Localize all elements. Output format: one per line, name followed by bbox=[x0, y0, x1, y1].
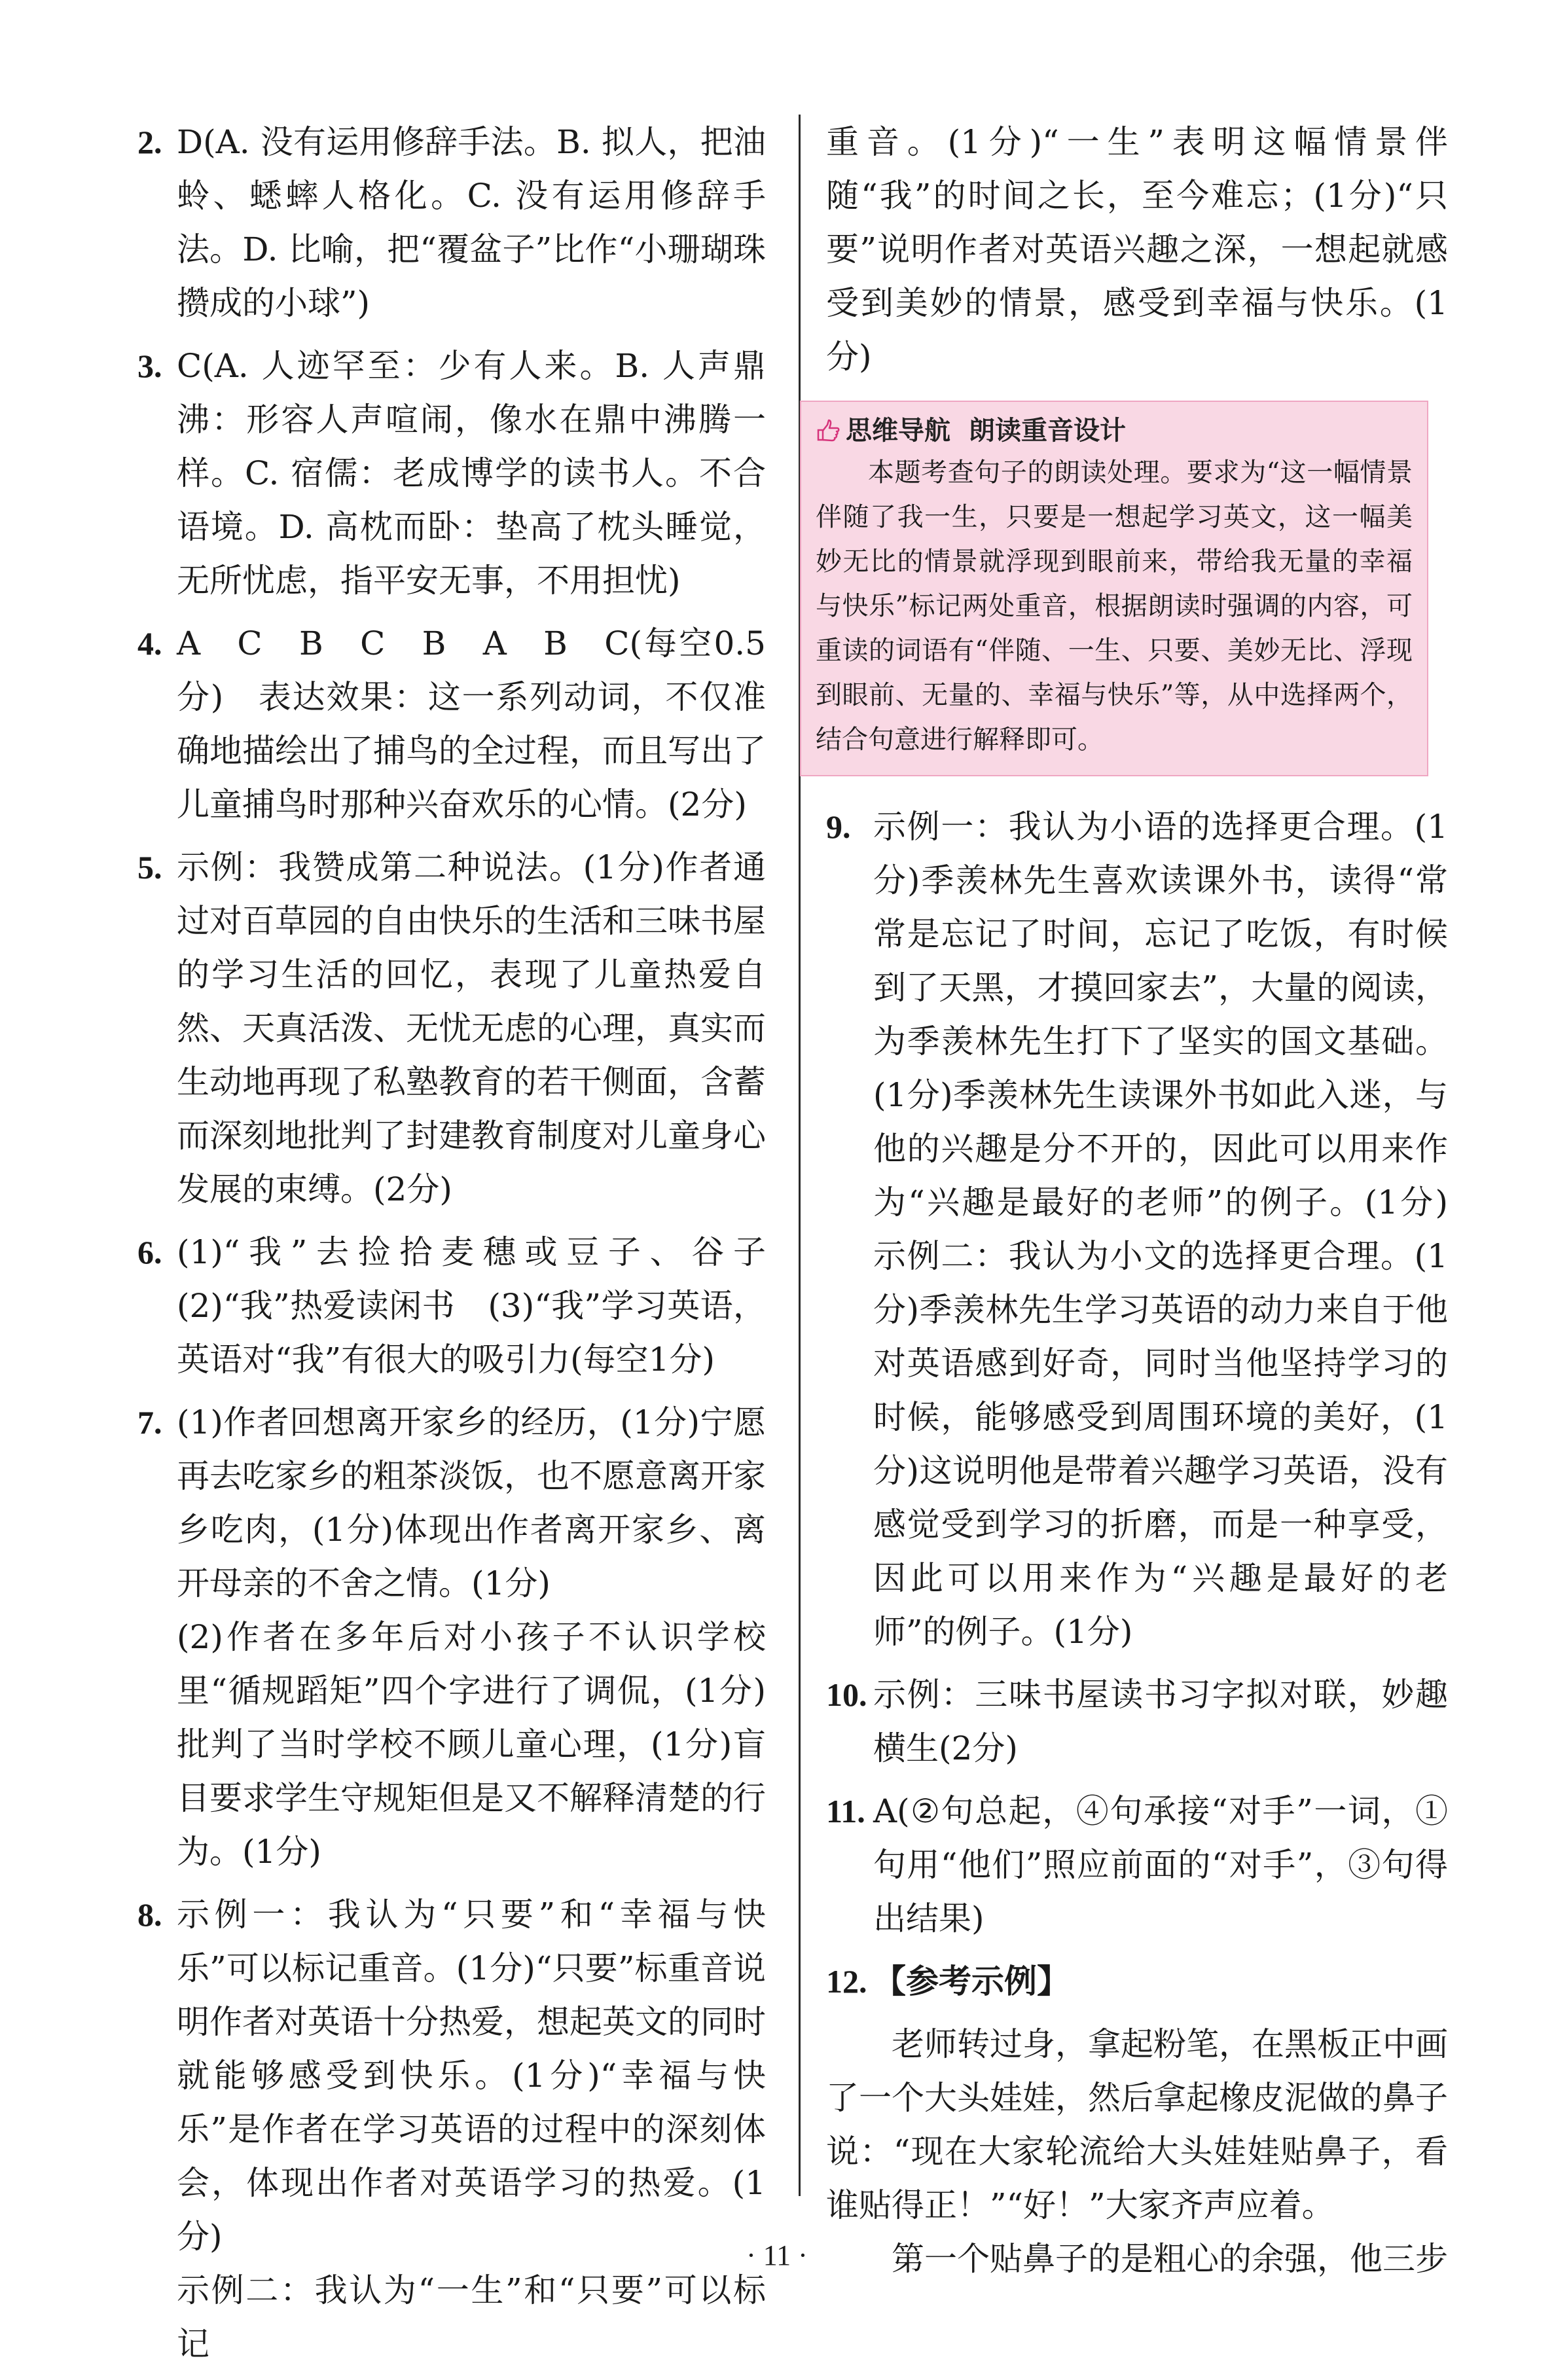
item-text: D(A. 没有运用修辞手法。B. 拟人，把油蛉、蟋蟀人格化。C. 没有运用修辞手法。D. 比喻，把“覆盆子”比作“小珊瑚珠攒成的小球”) bbox=[177, 123, 766, 322]
answer-item-7 bbox=[137, 1396, 766, 1879]
answer-item-2 bbox=[137, 115, 766, 330]
reference-example-heading: 【参考示例】 bbox=[873, 1962, 1070, 2000]
item-number: 12. bbox=[826, 1963, 867, 2000]
item-text: 示例一：我认为“只要”和“幸福与快乐”可以标记重音。(1分)“只要”标重音说明作者对英语十分热爱，想起英文的同时就能够感受到快乐。(1分)“幸福与快乐”是作者在学习英语的过程中的深刻体会，体现出作者对英语学习的热爱。(1分) bbox=[177, 1896, 766, 2256]
item-text: 示例一：我认为小语的选择更合理。(1分)季羡林先生喜欢读课外书，读得“常常是忘记了时间，忘记了吃饭，有时候到了天黑，才摸回家去”，大量的阅读，为季羡林先生打下了坚实的国文基础。(1分)季羡林先生读课外书如此入迷，与他的兴趣是分不开的，因此可以用来作为“兴趣是最好的老师”的例子。(1分) 示例二：我认为小文的选择更合理。(1分)季羡林先生学习英语的动力来自于他对英语感到好奇，同时当他坚持学习的时候，能够感受到周围环境的美好，(1分)这说明他是带着兴趣学习英语，没有感觉受到学习的折磨，而是一种享受，因此可以用来作为“兴趣是最好的老师”的例子。(1分) bbox=[873, 808, 1481, 1651]
item-text: (1)“我”去捡拾麦穗或豆子、谷子 (2)“我”热爱读闲书 (3)“我”学习英语，英语对“我”有很大的吸引力(每空1分) bbox=[177, 1233, 799, 1379]
answer-item-6 bbox=[137, 1225, 799, 1386]
item-number: 5. bbox=[137, 849, 162, 886]
tip-title: 朗读重音设计 bbox=[969, 416, 1126, 446]
item-text: (1)作者回想离开家乡的经历，(1分)宁愿再去吃家乡的粗茶淡饭，也不愿意离开家乡吃肉，(1分)体现出作者离开家乡、离开母亲的不舍之情。(1分) bbox=[177, 1403, 766, 1602]
item-text: 示例：三味书屋读书习字拟对联，妙趣横生(2分) bbox=[873, 1676, 1448, 1767]
answer-item-4 bbox=[137, 617, 766, 831]
item-text: C(A. 人迹罕至：少有人来。B. 人声鼎沸：形容人声喧闹，像水在鼎中沸腾一样。C. 宿儒：老成博学的读书人。不合语境。D. 高枕而卧：垫高了枕头睡觉，无所忧虑，指平安无事，不用担忧) bbox=[177, 347, 766, 600]
tip-body: 本题考查句子的朗读处理。要求为“这一幅情景伴随了我一生，只要是一想起学习英文，这一幅美妙无比的情景就浮现到眼前来，带给我无量的幸福与快乐”标记两处重音，根据朗读时强调的内容，可重读的词语有“伴随、一生、只要、美妙无比、浮现到眼前、无量的、幸福与快乐”等，从中选择两个，结合句意进行解释即可。 bbox=[816, 458, 1413, 755]
right-column bbox=[816, 115, 1481, 2303]
answer-item-12 bbox=[826, 1955, 1448, 2008]
answer-item-5 bbox=[137, 840, 766, 1216]
item-number: 6. bbox=[137, 1234, 162, 1271]
item-text: 示例二：我认为“一生”和“只要”可以标记 bbox=[177, 2271, 766, 2363]
item-number: 10. bbox=[826, 1676, 867, 1713]
answer-item-8 bbox=[137, 1888, 766, 2371]
item-text: 示例：我赞成第二种说法。(1分)作者通过对百草园的自由快乐的生活和三味书屋的学习生活的回忆，表现了儿童热爱自然、天真活泼、无忧无虑的心理，真实而生动地再现了私塾教育的若干侧面，含蓄而深刻地批判了封建教育制度对儿童身心发展的束缚。(2分) bbox=[177, 848, 766, 1208]
tip-label: 思维导航 bbox=[846, 416, 950, 446]
answer-item-3 bbox=[137, 339, 766, 607]
item-text: A(②句总起，④句承接“对手”一词，①句用“他们”照应前面的“对手”，③句得出结果) bbox=[873, 1792, 1448, 1938]
item-number: 7. bbox=[137, 1404, 162, 1441]
page-number: · 11 · bbox=[746, 2239, 808, 2271]
item-number: 3. bbox=[137, 348, 162, 384]
item-number: 8. bbox=[137, 1896, 162, 1933]
item-number: 4. bbox=[137, 625, 162, 662]
essay-paragraph: 老师转过身，拿起粉笔，在黑板正中画了一个大头娃娃，然后拿起橡皮泥做的鼻子说：“现在大家轮流给大头娃娃贴鼻子，看谁贴得正！”“好！”大家齐声应着。 bbox=[826, 2025, 1448, 2224]
continued-text: 重音。(1分)“一生”表明这幅情景伴随“我”的时间之长，至今难忘；(1分)“只要”说明作者对英语兴趣之深，一想起就感受到美妙的情景，感受到幸福与快乐。(1分) bbox=[826, 123, 1448, 376]
item-number: 2. bbox=[137, 124, 162, 160]
answer-item-11 bbox=[826, 1784, 1448, 1945]
essay-paragraph: 第一个贴鼻子的是粗心的余强，他三步 bbox=[892, 2240, 1448, 2278]
answer-item-10 bbox=[826, 1668, 1448, 1775]
item-number: 9. bbox=[826, 808, 851, 845]
item-text: (2)作者在多年后对小孩子不认识学校里“循规蹈矩”四个字进行了调侃，(1分)批判了当时学校不顾儿童心理，(1分)盲目要求学生守规矩但是又不解释清楚的行为。(1分) bbox=[177, 1618, 766, 1871]
tip-box-header bbox=[816, 411, 1413, 450]
item-number: 11. bbox=[826, 1793, 865, 1830]
pointing-hand-icon bbox=[816, 415, 840, 440]
item-text: A C B C B A B C(每空0.5分) 表达效果：这一系列动词，不仅准确地描绘出了捕鸟的全过程，而且写出了儿童捕鸟时那种兴奋欢乐的心情。(2分) bbox=[177, 624, 766, 823]
answer-item-9 bbox=[826, 800, 1481, 1659]
tip-box bbox=[800, 401, 1428, 776]
